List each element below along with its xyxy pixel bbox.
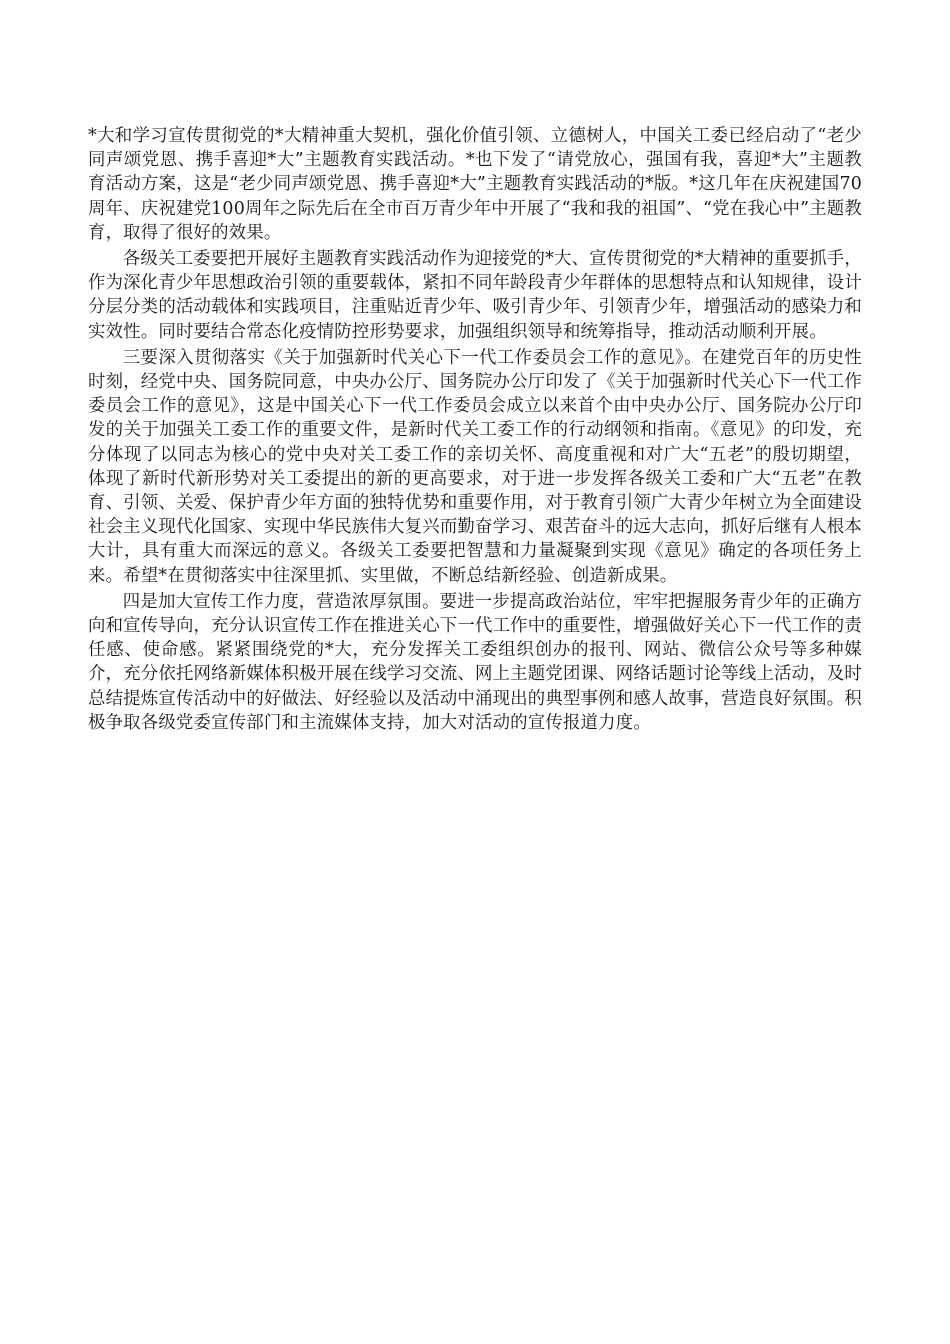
paragraph-2: 各级关工委要把开展好主题教育实践活动作为迎接党的*大、宣传贯彻党的*大精神的重要抓手，作为深化青少年思想政治引领的重要载体，紧扣不同年龄段青少年群体的思想特点和认知规律，设计分层分类的活动载体和实践项目，注重贴近青少年、吸引青少年、引领青少年，增强活动的感染力和实效性。同时要结合常态化疫情防控形势要求，加强组织领导和统筹指导，推动活动顺利开展。 [88, 249, 862, 342]
document-body [88, 124, 862, 735]
paragraph-1: *大和学习宣传贯彻党的*大精神重大契机，强化价值引领、立德树人，中国关工委已经启动了“老少同声颂党恩、携手喜迎*大”主题教育实践活动。*也下发了“请党放心，强国有我，喜迎*大”主题教育活动方案，这是“老少同声颂党恩、携手喜迎*大”主题教育实践活动的*版。*这几年在庆祝建国70周年、庆祝建党100周年之际先后在全市百万青少年中开展了“我和我的祖国”、“党在我心中”主题教育，取得了很好的效果。 [88, 126, 862, 243]
paragraph-4: 四是加大宣传工作力度，营造浓厚氛围。要进一步提高政治站位，牢牢把握服务青少年的正确方向和宣传导向，充分认识宣传工作在推进关心下一代工作中的重要性，增强做好关心下一代工作的责任感、使命感。紧紧围绕党的*大，充分发挥关工委组织创办的报刊、网站、微信公众号等多种媒介，充分依托网络新媒体积极开展在线学习交流、网上主题党团课、网络话题讨论等线上活动，及时总结提炼宣传活动中的好做法、好经验以及活动中涌现出的典型事例和感人故事，营造良好氛围。积极争取各级党委宣传部门和主流媒体支持，加大对活动的宣传报道力度。 [88, 591, 862, 733]
paragraph-3: 三要深入贯彻落实《关于加强新时代关心下一代工作委员会工作的意见》。在建党百年的历史性时刻，经党中央、国务院同意，中央办公厅、国务院办公厅印发了《关于加强新时代关心下一代工作委员会工作的意见》，这是中国关心下一代工作委员会成立以来首个由中央办公厅、国务院办公厅印发的关于加强关工委工作的重要文件，是新时代关工委工作的行动纲领和指南。《意见》的印发，充分体现了以同志为核心的党中央对关工委工作的亲切关怀、高度重视和对广大“五老”的殷切期望，体现了新时代新形势对关工委提出的新的更高要求，对于进一步发挥各级关工委和广大“五老”在教育、引领、关爱、保护青少年方面的独特优势和重要作用，对于教育引领广大青少年树立为全面建设社会主义现代化国家、实现中华民族伟大复兴而勤奋学习、艰苦奋斗的远大志向，抓好后继有人根本大计，具有重大而深远的意义。各级关工委要把智慧和力量凝聚到实现《意见》确定的各项任务上来。希望*在贯彻落实中往深里抓、实里做，不断总结新经验、创造新成果。 [88, 347, 862, 586]
